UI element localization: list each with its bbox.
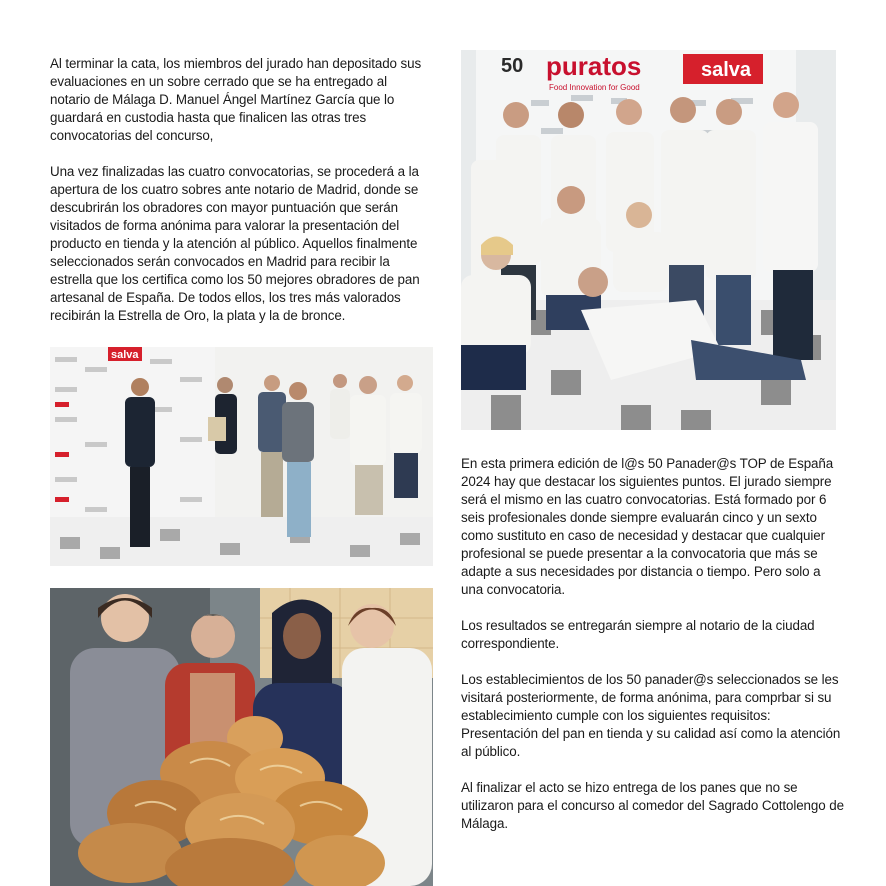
article-paragraph: Los establecimientos de los 50 panader@s seleccionados se les visitará posteriormente, de forma anónima, para comprbar si su establecimiento cumple con los siguientes requisitos: Presentación del pan en tienda y su calidad así como la atención al público. bbox=[461, 672, 841, 759]
article-paragraph: En esta primera edición de l@s 50 Panader@s TOP de España 2024 hay que destacar los siguientes puntos. El jurado siempre será el mismo en las cuatro convocatorias. Está formado por 6 seis profesionales donde siempre evaluarán cinco y un sexto como sustituto en caso de necesidad y destacar que cualquier profesional se puede presentar a la convocatoria que más se adapte a sus necesidades por distancia o tiempo. Pero solo a una convocatoria. bbox=[461, 456, 834, 597]
article-column-right bbox=[461, 455, 846, 833]
salva-logo: salva bbox=[701, 59, 752, 81]
article-column-left bbox=[50, 55, 430, 325]
bakers-with-bread-photo bbox=[50, 588, 433, 886]
event-photo bbox=[50, 347, 433, 566]
banner-50-logo: 50 bbox=[501, 55, 524, 77]
article-paragraph: Los resultados se entregarán siempre al notario de la ciudad correspondiente. bbox=[461, 618, 815, 651]
checkered-floor bbox=[50, 517, 433, 566]
article-paragraph: Una vez finalizadas las cuatro convocatorias, se procederá a la apertura de los cuatro sobres ante notario de Madrid, donde se descubrirán los obradores con mayor puntuación que serán visitados de forma anónima para valorar la presentación del producto en tienda y la atención al público. Aquellos finalmente seleccionados serán convocados en Madrid para recibir la estrella que los certifica como los 50 mejores obradores de pan artesanal de España. De todos ellos, los tres más valorados recibirán la Estrella de Oro, la plata y la de bronce. bbox=[50, 164, 420, 323]
article-paragraph: Al terminar la cata, los miembros del jurado han depositado sus evaluaciones en un sobre cerrado que se ha entregado al notario de Málaga D. Manuel Ángel Martínez García que lo guardará en custodia hasta que finalicen las otras tres convocatorias del concurso, bbox=[50, 56, 422, 143]
article-paragraph: Al finalizar el acto se hizo entrega de los panes que no se utilizaron para el concurso al comedor del Sagrado Cottolengo de Málaga. bbox=[461, 780, 844, 831]
salva-logo: salva bbox=[111, 349, 139, 361]
jury-group-photo bbox=[461, 50, 836, 430]
puratos-logo: puratos bbox=[546, 51, 642, 81]
puratos-tagline: Food Innovation for Good bbox=[549, 83, 640, 92]
